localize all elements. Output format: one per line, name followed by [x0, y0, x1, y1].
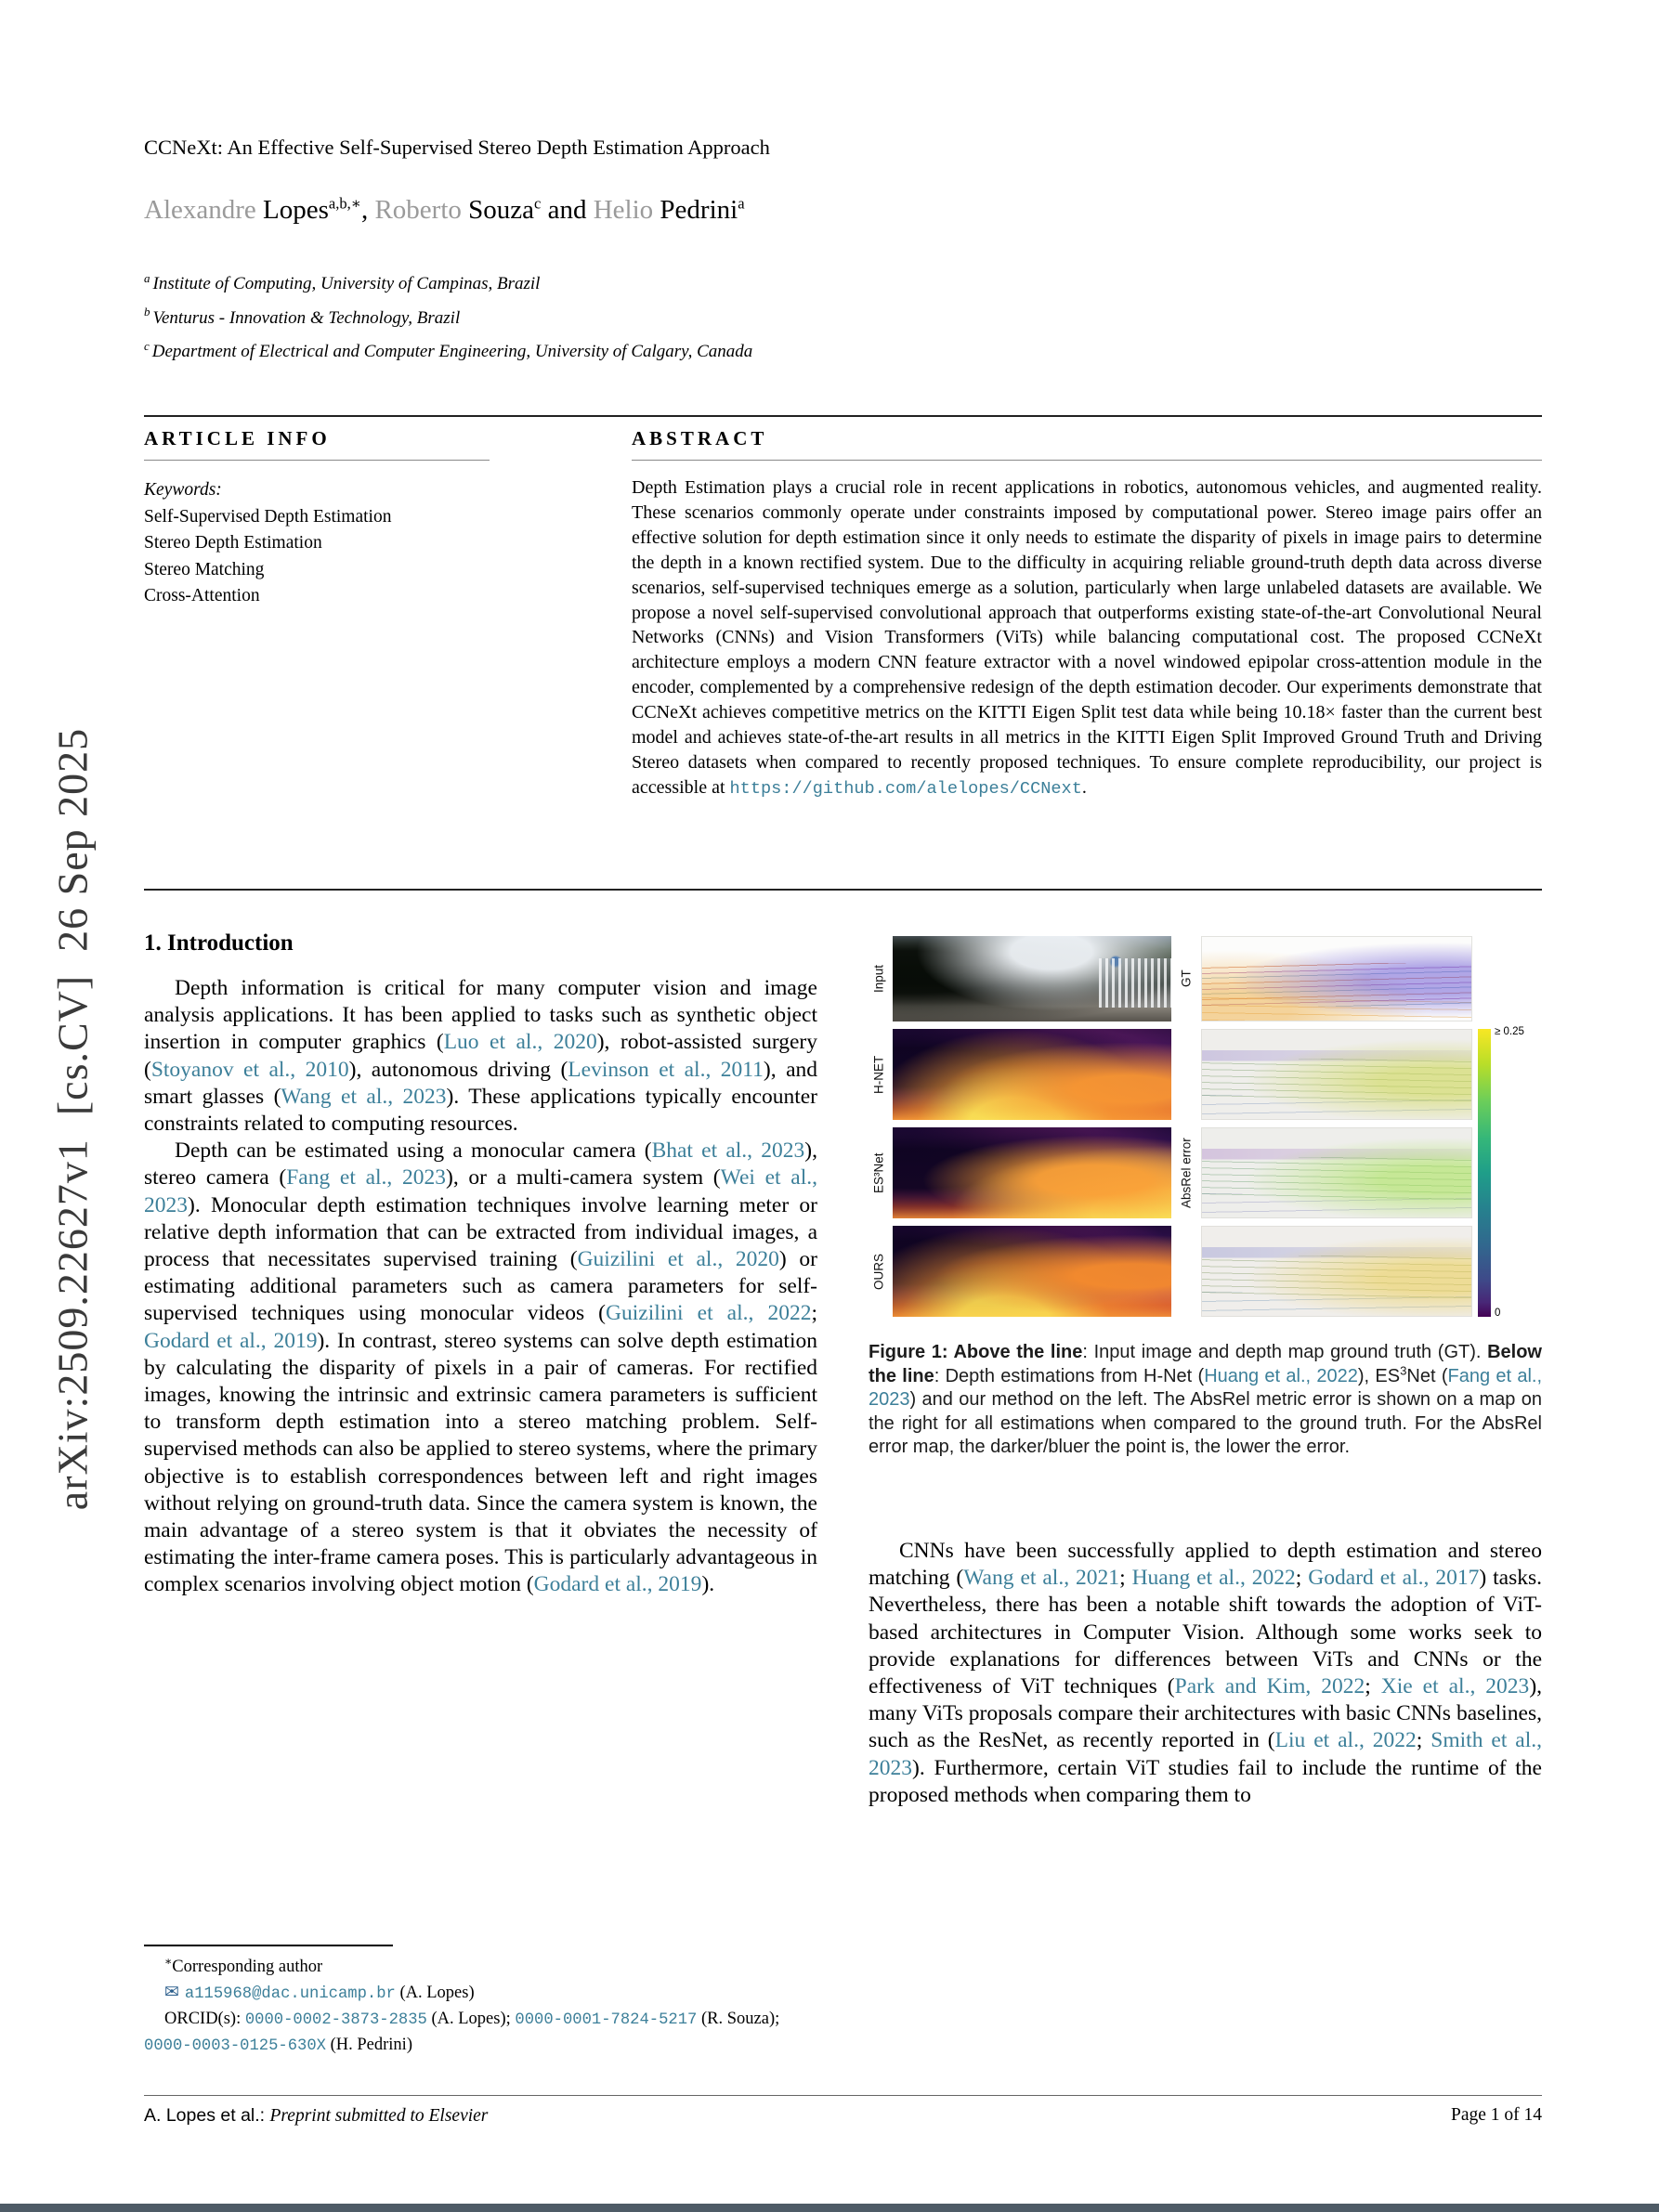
figure-gt-label: GT — [1179, 969, 1194, 988]
text-segment: (A. Lopes) — [395, 1984, 475, 2002]
footer-authors: A. Lopes et al.: — [144, 2105, 270, 2126]
text-segment: ), many ViTs proposals compare their architectures with basic CNNs baselines, such as the ResNet, as recently reported in ( — [869, 1673, 1543, 1753]
text-segment: (A. Lopes); — [426, 2010, 516, 2028]
text-segment: Figure 1: — [869, 1342, 954, 1362]
citation-link[interactable]: Wei et al., 2023 — [144, 1165, 817, 1217]
text-segment: ; — [1119, 1566, 1132, 1591]
abstract-panel — [632, 427, 1542, 802]
affiliation — [144, 267, 752, 302]
author-separator: , — [360, 195, 375, 225]
figure-gt-image — [1201, 936, 1472, 1021]
text-segment: ∗ — [164, 1954, 173, 1968]
citation-link[interactable]: Fang et al., 2023 — [869, 1365, 1543, 1411]
section-heading-introduction: 1. Introduction — [144, 930, 294, 956]
affiliation — [144, 302, 752, 336]
body-paragraph-cnns — [869, 1538, 1542, 1809]
email-icon: ✉ — [164, 1983, 179, 2002]
affiliation-text: Venturus - Innovation & Technology, Brazil — [152, 307, 461, 328]
citation-link[interactable]: Xie et al., 2023 — [1380, 1673, 1530, 1698]
text-segment: ; — [1295, 1566, 1309, 1591]
figure-es3net-error-image — [1201, 1127, 1472, 1218]
figure-row-label-input: Input — [871, 964, 886, 994]
figure-row-label-hnet: H-NET — [871, 1055, 886, 1094]
text-segment: ), autonomous driving ( — [348, 1057, 568, 1082]
figure-absrel-label: AbsRel error — [1179, 1138, 1194, 1208]
footer-left — [144, 2105, 488, 2127]
figure-colorbar — [1476, 1026, 1524, 1319]
intro-paragraph-1 — [144, 975, 817, 1138]
divider — [632, 460, 1542, 461]
citation-link[interactable]: Godard et al., 2017 — [1308, 1566, 1480, 1591]
figure-input-image — [893, 936, 1171, 1021]
citation-link[interactable]: Godard et al., 2019 — [533, 1572, 702, 1597]
text-segment: . — [1081, 776, 1087, 798]
text-segment: ), robot-assisted surgery ( — [144, 1030, 817, 1082]
text-segment: ), and smart glasses ( — [144, 1057, 818, 1109]
author-separator: and — [541, 195, 594, 225]
affiliation-text: Institute of Computing, University of Campinas, Brazil — [152, 274, 541, 293]
author-affiliation-marker: a — [738, 194, 745, 213]
figure-row-label-ours: OURS — [871, 1253, 886, 1290]
keyword-item: Self-Supervised Depth Estimation — [144, 506, 392, 527]
text-segment: (R. Souza); — [697, 2010, 780, 2028]
intro-paragraph-2 — [144, 1138, 817, 1598]
hyperlink[interactable]: 0000-0002-3873-2835 — [244, 2011, 427, 2029]
divider — [144, 460, 490, 461]
keyword-item: Stereo Matching — [144, 559, 265, 579]
text-segment: Below the line — [869, 1342, 1542, 1386]
page-edge — [0, 2204, 1659, 2212]
author-family-name: Pedrini — [660, 195, 738, 225]
footnote-block — [144, 1945, 817, 2059]
text-segment: ), ES — [1357, 1365, 1401, 1386]
text-segment: Depth Estimation plays a crucial role in recent applications in robotics, autonomous vehicles, and augmented reality. These scenarios commonly operate under constraints imposed by computational power. Stereo image pairs offer an effective solution for depth estimation since it only needs to estimate the disparity of pixels in image pairs to determine the depth in a known rectified system. Due to the difficulty in acquiring reliable ground-truth depth data across diverse scenarios, self-supervised techniques emerge as a solution, particularly when large unlabeled datasets are available. We propose a novel self-supervised convolutional approach that outperforms existing state-of-the-art Convolutional Neural Networks (CNNs) and Vision Transformers (ViTs) while balancing computational cost. The proposed CCNeXt architecture employs a modern CNN feature extractor with a novel windowed epipolar cross-attention module in the encoder, complemented by a comprehensive redesign of the depth estimation decoder. Our experiments demonstrate that CCNeXt achieves competitive metrics on the KITTI Eigen Split test data while being 10.18× faster than the current best model and achieves state-of-the-art results in all metrics in the KITTI Eigen Split Improved Ground Truth and Driving Stereo datasets when compared to recently proposed techniques. To ensure complete reproducibility, our project is accessible at — [632, 477, 1542, 798]
text-segment: ). Furthermore, certain ViT studies fail to include the runtime of the proposed methods when comparing them to — [869, 1755, 1542, 1807]
text-segment: ), or a multi-camera system ( — [446, 1165, 721, 1191]
footer-page-number: Page 1 of 14 — [1450, 2105, 1542, 2125]
affiliation-marker: c — [144, 338, 150, 353]
hyperlink[interactable]: a115968@dac.unicamp.br — [184, 1985, 396, 2003]
author-given-name: Roberto — [374, 195, 462, 225]
citation-link[interactable]: Guizilini et al., 2022 — [606, 1301, 812, 1326]
figure-ours-depth-image — [893, 1226, 1171, 1317]
text-segment: ). Monocular depth estimation techniques involve learning meter or relative depth information that can be extracted from individual images, a process that necessitates supervised training ( — [144, 1192, 817, 1272]
citation-link[interactable]: Huang et al., 2022 — [1204, 1365, 1358, 1386]
author-family-name: Lopes — [263, 195, 329, 225]
text-segment: Net ( — [1406, 1365, 1448, 1386]
email-text — [185, 1984, 475, 2002]
orcid-line — [144, 2007, 817, 2059]
figure-row-label-es3net: ES³Net — [871, 1152, 886, 1193]
text-segment: ; — [1416, 1728, 1431, 1753]
keyword-item: Stereo Depth Estimation — [144, 533, 322, 553]
citation-link[interactable]: Wang et al., 2023 — [281, 1084, 447, 1109]
arxiv-watermark: arXiv:2509.22627v1 [cs.CV] 26 Sep 2025 — [48, 727, 97, 1511]
affiliation-marker: a — [144, 270, 150, 285]
citation-link[interactable]: Stoyanov et al., 2010 — [150, 1057, 349, 1082]
hyperlink[interactable]: 0000-0003-0125-630X — [144, 2037, 326, 2055]
citation-link[interactable]: Park and Kim, 2022 — [1174, 1673, 1365, 1698]
divider — [144, 415, 1542, 417]
text-segment: ) or estimating additional parameters such as camera parameters for self-supervised techniques using monocular videos ( — [144, 1247, 818, 1326]
text-segment: : Input image and depth map ground truth (GT). — [1082, 1342, 1488, 1362]
text-segment: ORCID(s): — [164, 2010, 245, 2028]
left-column — [144, 930, 817, 1599]
citation-link[interactable]: Smith et al., 2023 — [869, 1728, 1542, 1780]
author-given-name: Alexandre — [144, 195, 256, 225]
citation-link[interactable]: Bhat et al., 2023 — [651, 1139, 805, 1164]
text-segment: ) tasks. Nevertheless, there has been a notable shift towards the adoption of ViT-based architectures in Computer Vision. Although some works seek to provide explanations for differences between ViTs and CNNs or the effectiveness of ViT techniques ( — [869, 1566, 1543, 1698]
right-column — [869, 936, 1542, 1809]
text-segment: ). In contrast, stereo systems can solve depth estimation by calculating the disparity of pixels in a pair of cameras. For rectified images, knowing the intrinsic and extrinsic camera parameters is sufficient to transform depth estimation into a stereo matching problem. Self-supervised methods can also be applied to stereo systems, where the primary objective is to establish correspondences between left and right images without relying on ground-truth data. Since the camera system is known, the main advantage of a stereo system is that it obviates the necessity of estimating the inter-frame camera poses. This is particularly advantageous in complex scenarios involving object motion ( — [144, 1328, 817, 1597]
corresponding-email-line — [144, 1980, 817, 2007]
footer-note: Preprint submitted to Elsevier — [269, 2106, 489, 2126]
page-footer — [144, 2095, 1542, 2127]
text-segment: Depth information is critical for many computer vision and image analysis applications. It has been applied to tasks such as synthetic object insertion in computer graphics ( — [144, 976, 817, 1055]
text-segment: CNNs have been successfully applied to depth estimation and stereo matching ( — [869, 1538, 1542, 1591]
text-segment: (H. Pedrini) — [325, 2036, 412, 2054]
author-name — [594, 195, 745, 225]
text-segment: Depth can be estimated using a monocular camera ( — [175, 1139, 652, 1164]
keyword-item: Cross-Attention — [144, 586, 260, 605]
figure-es3net-depth-image — [893, 1127, 1171, 1218]
text-segment: ). These applications typically encounter constraints related to computing resources. — [144, 1084, 817, 1137]
hyperlink[interactable]: 0000-0001-7824-5217 — [515, 2011, 698, 2029]
text-segment: : Depth estimations from H-Net ( — [934, 1365, 1205, 1386]
hyperlink[interactable]: https://github.com/alelopes/CCNext — [729, 778, 1082, 799]
figure-caption — [869, 1341, 1542, 1460]
citation-link[interactable]: Guizilini et al., 2020 — [577, 1247, 779, 1272]
text-segment: 3 — [1400, 1362, 1407, 1377]
figure-ours-error-image — [1201, 1226, 1472, 1317]
abstract-heading: ABSTRACT — [632, 427, 768, 449]
figure-grid — [869, 936, 1542, 1317]
article-info-heading: ARTICLE INFO — [144, 427, 331, 449]
footnote-rule — [144, 1945, 393, 1946]
figure-hnet-depth-image — [893, 1029, 1171, 1120]
author-line — [144, 195, 745, 226]
text-segment: ; — [811, 1301, 818, 1326]
citation-link[interactable]: Huang et al., 2022 — [1131, 1566, 1296, 1591]
author-affiliation-marker: a,b,∗ — [328, 194, 361, 213]
affiliation-marker: b — [144, 305, 150, 319]
citation-link[interactable]: Liu et al., 2022 — [1274, 1728, 1417, 1753]
affiliation-text: Department of Electrical and Computer Engineering, University of Calgary, Canada — [151, 342, 753, 361]
author-name — [144, 195, 374, 225]
text-segment: ) and our method on the left. The AbsRel metric error is shown on a map on the right for all estimations when compared to the ground truth. For the AbsRel error map, the darker/bluer the point is, the lower the error. — [869, 1389, 1542, 1458]
text-segment: ), stereo camera ( — [144, 1139, 817, 1191]
figure-1 — [869, 936, 1542, 1460]
paper-title: CCNeXt: An Effective Self-Supervised Stereo Depth Estimation Approach — [144, 136, 770, 159]
corresponding-author-note — [144, 1955, 817, 1980]
colorbar-gradient — [1478, 1029, 1491, 1317]
text-segment: ). — [701, 1572, 715, 1597]
figure-hnet-error-image — [1201, 1029, 1472, 1120]
keywords-label: Keywords: — [144, 480, 222, 500]
colorbar-min-label: 0 — [1495, 1308, 1501, 1319]
author-family-name: Souza — [468, 195, 535, 225]
citation-link[interactable]: Fang et al., 2023 — [286, 1165, 446, 1191]
citation-link[interactable]: Levinson et al., 2011 — [568, 1057, 764, 1082]
citation-link[interactable]: Wang et al., 2021 — [963, 1566, 1120, 1591]
text-segment: ; — [1365, 1673, 1381, 1698]
article-info-panel — [144, 427, 590, 610]
author-affiliation-marker: c — [534, 194, 542, 213]
author-given-name: Helio — [593, 195, 654, 225]
affiliation — [144, 335, 752, 370]
divider — [144, 889, 1542, 891]
author-name — [374, 195, 593, 225]
text-segment: Above the line — [953, 1342, 1083, 1362]
text-segment: Corresponding author — [172, 1958, 323, 1976]
abstract-text — [632, 475, 1542, 802]
citation-link[interactable]: Godard et al., 2019 — [144, 1328, 318, 1353]
citation-link[interactable]: Luo et al., 2020 — [443, 1030, 597, 1055]
affiliation-list — [144, 267, 752, 370]
colorbar-max-label: ≥ 0.25 — [1495, 1026, 1524, 1037]
